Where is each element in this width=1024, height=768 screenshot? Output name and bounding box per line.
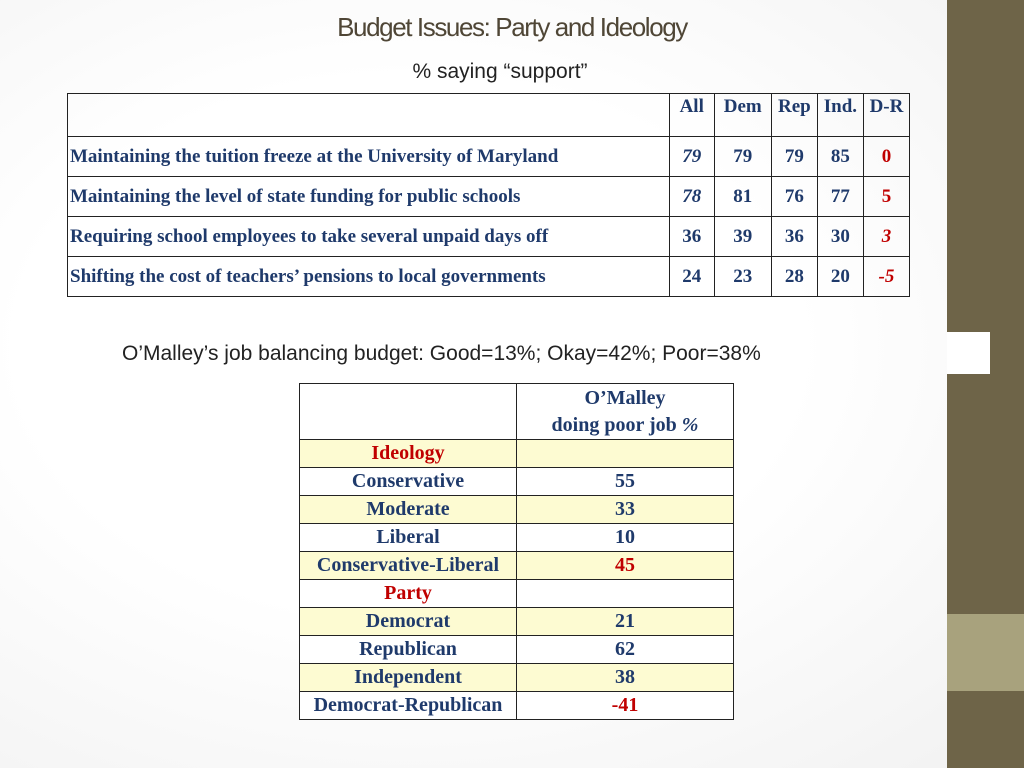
value-cell [517,440,734,468]
table-row [300,524,734,552]
d-r-cell: 0 [863,137,909,177]
row-label: Liberal [300,524,517,552]
header-line-1: O’Malley [584,386,666,409]
rep-cell: 28 [771,257,817,297]
header-rep: Rep [771,94,817,137]
all-cell: 78 [669,177,714,217]
table-row [68,217,910,257]
table-row [300,636,734,664]
all-cell: 79 [669,137,714,177]
row-label: Conservative [300,468,517,496]
header-d-r: D-R [863,94,909,137]
value-cell: 45 [517,552,734,580]
header-all: All [669,94,714,137]
row-label: Conservative-Liberal [300,552,517,580]
table-header-row [68,94,910,137]
header-dem: Dem [714,94,771,137]
value-cell: 10 [517,524,734,552]
table-row [300,496,734,524]
table-row [300,692,734,720]
table-row [300,608,734,636]
table-row [68,177,910,217]
ind-cell: 77 [817,177,863,217]
decorative-strip-block [947,614,1024,691]
value-cell: 33 [517,496,734,524]
value-cell: 55 [517,468,734,496]
all-cell: 36 [669,217,714,257]
decorative-strip-notch [947,332,990,374]
rep-cell: 79 [771,137,817,177]
rep-cell: 76 [771,177,817,217]
question-cell: Maintaining the level of state funding for public schools [68,177,670,217]
header-percent: % [681,413,699,436]
value-cell: 38 [517,664,734,692]
budget-rating-caption: O’Malley’s job balancing budget: Good=13%; Okay=42%; Poor=38% [122,342,761,365]
question-cell: Shifting the cost of teachers’ pensions to local governments [68,257,670,297]
table-row [300,468,734,496]
question-cell: Requiring school employees to take several unpaid days off [68,217,670,257]
empty-header-cell [68,94,670,137]
row-label: Democrat [300,608,517,636]
all-cell: 24 [669,257,714,297]
row-label: Independent [300,664,517,692]
page-title: Budget Issues: Party and Ideology [337,12,687,42]
table-row [68,257,910,297]
dem-cell: 23 [714,257,771,297]
table-subtitle: % saying “support” [412,60,588,83]
row-label: Republican [300,636,517,664]
value-cell [517,580,734,608]
table-row [300,664,734,692]
table-row [300,552,734,580]
section-row-ideology [300,440,734,468]
value-cell: 21 [517,608,734,636]
section-row-party [300,580,734,608]
dem-cell: 79 [714,137,771,177]
omalley-poor-job-table [299,383,734,720]
section-label: Party [300,580,517,608]
rep-cell: 36 [771,217,817,257]
poor-job-header [517,384,734,440]
ind-cell: 20 [817,257,863,297]
header-ind: Ind. [817,94,863,137]
d-r-cell: 5 [863,177,909,217]
dem-cell: 81 [714,177,771,217]
d-r-cell: 3 [863,217,909,257]
dem-cell: 39 [714,217,771,257]
header-line-2: doing poor job [551,413,677,436]
value-cell: 62 [517,636,734,664]
row-label: Moderate [300,496,517,524]
empty-header-cell [300,384,517,440]
d-r-cell: -5 [863,257,909,297]
section-label: Ideology [300,440,517,468]
row-label: Democrat-Republican [300,692,517,720]
value-cell: -41 [517,692,734,720]
table-header-row [300,384,734,440]
support-by-party-table [67,93,910,297]
question-cell: Maintaining the tuition freeze at the University of Maryland [68,137,670,177]
ind-cell: 85 [817,137,863,177]
table-row [68,137,910,177]
ind-cell: 30 [817,217,863,257]
